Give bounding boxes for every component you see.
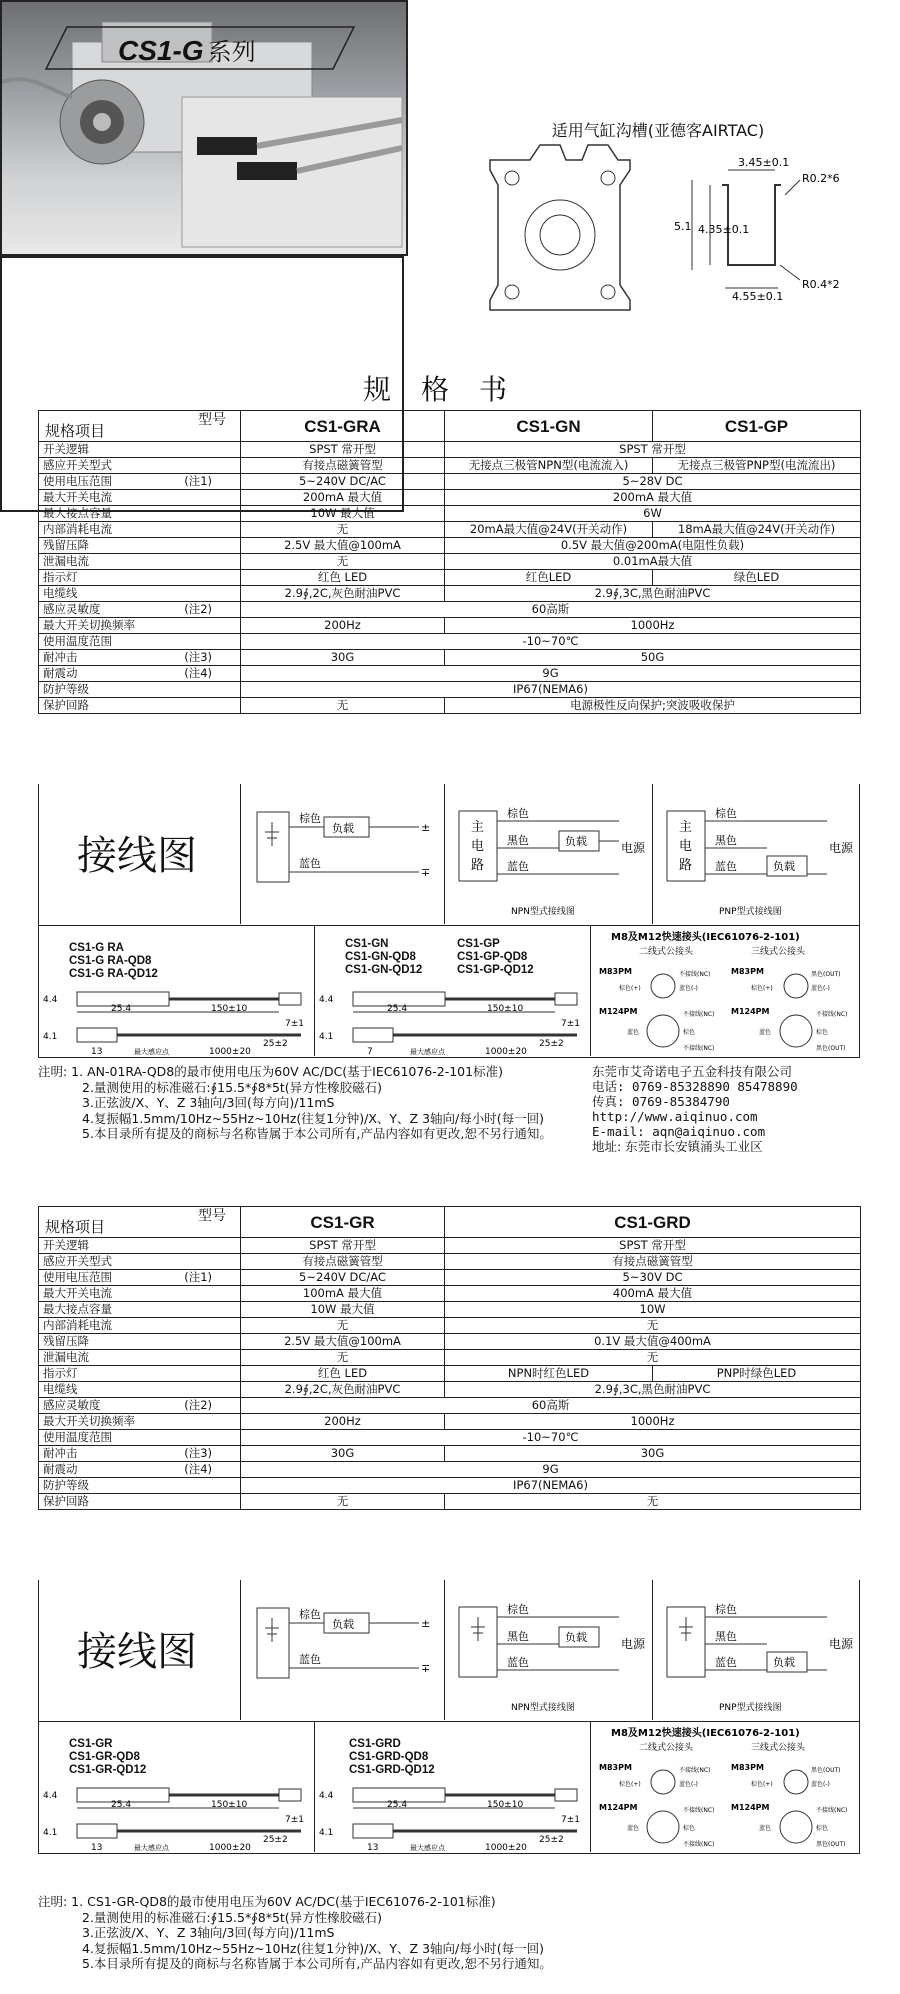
row-label: 耐震动 (注4) xyxy=(39,1462,241,1478)
notes-2: 注明: 1. CS1-GR-QD8的最市使用电压为60V AC/DC(基于IEC61076-2-101标准) 2.量测使用的标准磁石:∮15.5*∮8*5t(异方性橡胶磁石) 3.正弦波/X、Y、Z 3轴向/3回(每方向)/11mS 4.复振幅1.5mm/10Hz~55Hz~10Hz(往复1分钟)/X、Y、Z 3轴向/每小时(每一回) 5.本目录所有提及的商标与名称皆属于本公司所有,产品内容如有更改,恕不另行通知。 xyxy=(38,1894,552,1971)
table-cell: 200Hz xyxy=(241,1414,445,1430)
wiring-section-2 xyxy=(38,1580,860,1722)
svg-text:4.1: 4.1 xyxy=(319,1828,334,1838)
svg-text:棕色(+): 棕色(+) xyxy=(619,1781,641,1788)
svg-text:棕色: 棕色 xyxy=(715,1603,737,1616)
svg-text:不接线(NC): 不接线(NC) xyxy=(816,1011,848,1018)
corner-cell: 型号 规格项目 xyxy=(39,1207,241,1238)
svg-text:4.1: 4.1 xyxy=(43,1032,58,1042)
groove-drawing xyxy=(470,140,850,350)
svg-text:M83PM: M83PM xyxy=(731,967,764,976)
table-cell: 60高斯 xyxy=(241,602,861,618)
row-label: 保护回路 xyxy=(39,1494,241,1510)
svg-text:电: 电 xyxy=(471,839,485,854)
wiring-npn-diagram xyxy=(449,1592,649,1717)
table-row xyxy=(39,1382,861,1398)
svg-text:电源: 电源 xyxy=(829,841,854,855)
table-cell: 无 xyxy=(241,698,445,714)
svg-text:棕色: 棕色 xyxy=(507,1603,529,1616)
table-cell: NPN时红色LED xyxy=(445,1366,653,1382)
table-row xyxy=(39,1398,861,1414)
dimension-drawing xyxy=(315,1780,591,1852)
svg-text:最大感应点: 最大感应点 xyxy=(410,1844,445,1852)
svg-text:蓝色: 蓝色 xyxy=(507,1656,529,1669)
svg-text:蓝色: 蓝色 xyxy=(299,1653,321,1666)
table-cell: 9G xyxy=(241,1462,861,1478)
table-cell: SPST 常开型 xyxy=(445,442,861,458)
svg-text:棕色: 棕色 xyxy=(816,1825,829,1832)
table-row xyxy=(39,458,861,474)
svg-text:三线式公接头: 三线式公接头 xyxy=(751,1743,806,1753)
table-row xyxy=(39,570,861,586)
table-row xyxy=(39,1462,861,1478)
wiring-label: 接线图 xyxy=(77,1629,197,1675)
table-row xyxy=(39,1446,861,1462)
table-cell: 400mA 最大值 xyxy=(445,1286,861,1302)
dimension-drawing xyxy=(315,984,591,1056)
groove-title: 适用气缸沟槽(亚德客AIRTAC) xyxy=(551,121,765,140)
table-row xyxy=(39,554,861,570)
table-row xyxy=(39,1350,861,1366)
table-cell: 200mA 最大值 xyxy=(445,490,861,506)
svg-text:二线式公接头: 二线式公接头 xyxy=(639,947,694,957)
table-cell: 2.9∮,2C,灰色耐油PVC xyxy=(241,1382,445,1398)
svg-text:13: 13 xyxy=(91,1047,103,1056)
svg-text:4.4: 4.4 xyxy=(319,1791,334,1801)
svg-text:蓝色(-): 蓝色(-) xyxy=(811,1781,830,1788)
row-label: 残留压降 xyxy=(39,538,241,554)
model-list: CS1-GRD CS1-GRD-QD8 CS1-GRD-QD12 xyxy=(349,1738,435,1776)
row-label: 最大接点容量 xyxy=(39,1302,241,1318)
svg-text:7±1: 7±1 xyxy=(561,1815,580,1825)
model-header: CS1-GN xyxy=(445,411,653,442)
svg-text:棕色(+): 棕色(+) xyxy=(751,985,773,992)
table-row xyxy=(39,1334,861,1350)
svg-text:蓝色(-): 蓝色(-) xyxy=(679,985,698,992)
svg-text:不接线(NC): 不接线(NC) xyxy=(679,1767,711,1774)
wiring-pnp-diagram xyxy=(657,796,857,921)
row-label: 感应开关型式 xyxy=(39,458,241,474)
svg-text:25.4: 25.4 xyxy=(111,1800,132,1810)
row-label: 感应开关型式 xyxy=(39,1254,241,1270)
svg-text:4.4: 4.4 xyxy=(43,1791,58,1801)
table-cell: 无接点三极管NPN型(电流流入) xyxy=(445,458,653,474)
table-cell: PNP时绿色LED xyxy=(653,1366,861,1382)
svg-text:M8及M12快速接头(IEC61076-2-101): M8及M12快速接头(IEC61076-2-101) xyxy=(611,1728,800,1739)
table-row xyxy=(39,506,861,522)
svg-text:电: 电 xyxy=(679,839,693,854)
dimension-drawing xyxy=(39,984,315,1056)
svg-text:M83PM: M83PM xyxy=(599,967,632,976)
svg-text:棕色: 棕色 xyxy=(507,807,529,820)
connector-pinout xyxy=(591,1722,861,1852)
svg-text:电源: 电源 xyxy=(829,1637,854,1651)
table-cell: 有接点磁簧管型 xyxy=(445,1254,861,1270)
svg-text:黑色: 黑色 xyxy=(507,834,529,847)
svg-text:7±1: 7±1 xyxy=(561,1019,580,1029)
svg-text:不接线(NC): 不接线(NC) xyxy=(679,971,711,978)
row-label: 指示灯 xyxy=(39,1366,241,1382)
svg-text:蓝色(-): 蓝色(-) xyxy=(811,985,830,992)
dimension-drawing xyxy=(39,1780,315,1852)
table-cell: 有接点磁簧管型 xyxy=(241,1254,445,1270)
table-cell: SPST 常开型 xyxy=(241,1238,445,1254)
table-row xyxy=(39,538,861,554)
table-row xyxy=(39,1238,861,1254)
svg-text:13: 13 xyxy=(367,1843,379,1852)
svg-text:M83PM: M83PM xyxy=(731,1763,764,1772)
svg-text:黑色(OUT): 黑色(OUT) xyxy=(811,971,841,978)
svg-text:∓: ∓ xyxy=(421,1662,431,1675)
svg-text:4.4: 4.4 xyxy=(43,995,58,1005)
table-row xyxy=(39,1302,861,1318)
table-cell: 红色 LED xyxy=(241,1366,445,1382)
table-cell: 无 xyxy=(241,554,445,570)
dimension-section-2 xyxy=(38,1722,860,1854)
svg-text:不接线(NC): 不接线(NC) xyxy=(683,1045,715,1052)
svg-text:25.4: 25.4 xyxy=(387,1004,408,1014)
row-label: 指示灯 xyxy=(39,570,241,586)
table-cell: 30G xyxy=(241,1446,445,1462)
table-cell: 10W 最大值 xyxy=(241,1302,445,1318)
model-list: CS1-GR CS1-GR-QD8 CS1-GR-QD12 xyxy=(69,1738,147,1776)
row-label: 最大开关切换频率 xyxy=(39,1414,241,1430)
table-cell: IP67(NEMA6) xyxy=(241,682,861,698)
table-cell: 有接点磁簧管型 xyxy=(241,458,445,474)
table-cell: SPST 常开型 xyxy=(445,1238,861,1254)
row-label: 使用温度范围 xyxy=(39,634,241,650)
wiring-reed-diagram xyxy=(249,1598,439,1698)
svg-text:不接线(NC): 不接线(NC) xyxy=(683,1807,715,1814)
svg-text:黑色: 黑色 xyxy=(715,1630,737,1643)
svg-text:25±2: 25±2 xyxy=(539,1835,564,1845)
row-label: 防护等级 xyxy=(39,682,241,698)
table-cell: 绿色LED xyxy=(653,570,861,586)
svg-text:1000±20: 1000±20 xyxy=(209,1843,251,1852)
row-label: 电缆线 xyxy=(39,586,241,602)
svg-text:不接线(NC): 不接线(NC) xyxy=(683,1841,715,1848)
spec-table-1 xyxy=(38,410,861,714)
model-header: CS1-GR xyxy=(241,1207,445,1238)
svg-text:三线式公接头: 三线式公接头 xyxy=(751,947,806,957)
svg-text:棕色: 棕色 xyxy=(683,1825,696,1832)
svg-text:25.4: 25.4 xyxy=(111,1004,132,1014)
table-row xyxy=(39,1254,861,1270)
svg-text:蓝色: 蓝色 xyxy=(507,860,529,873)
row-label: 感应灵敏度 (注2) xyxy=(39,1398,241,1414)
table-cell: 10W 最大值 xyxy=(241,506,445,522)
table-cell: IP67(NEMA6) xyxy=(241,1478,861,1494)
svg-text:150±10: 150±10 xyxy=(487,1800,524,1810)
table-cell: 无 xyxy=(445,1494,861,1510)
row-label: 内部消耗电流 xyxy=(39,522,241,538)
table-row xyxy=(39,586,861,602)
svg-text:NPN型式接线图: NPN型式接线图 xyxy=(511,1703,575,1713)
wiring-label: 接线图 xyxy=(77,833,197,879)
svg-text:1000±20: 1000±20 xyxy=(485,1843,527,1852)
notes-1: 注明: 1. AN-01RA-QD8的最市使用电压为60V AC/DC(基于IEC61076-2-101标准) 2.量测使用的标准磁石:∮15.5*∮8*5t(异方性橡胶磁石) 3.正弦波/X、Y、Z 3轴向/3回(每方向)/11mS 4.复振幅1.5mm/10Hz~55Hz~10Hz(往复1分钟)/X、Y、Z 3轴向/每小时(每一回) 5.本目录所有提及的商标与名称皆属于本公司所有,产品内容如有更改,恕不另行通知。 xyxy=(38,1064,552,1141)
wiring-section-1 xyxy=(38,784,860,926)
svg-text:二线式公接头: 二线式公接头 xyxy=(639,1743,694,1753)
svg-text:黑色: 黑色 xyxy=(715,834,737,847)
row-label: 使用电压范围 (注1) xyxy=(39,1270,241,1286)
row-label: 内部消耗电流 xyxy=(39,1318,241,1334)
dim-r04: R0.4*2 xyxy=(802,278,840,291)
svg-text:黑色(OUT): 黑色(OUT) xyxy=(816,1841,846,1848)
svg-text:主: 主 xyxy=(471,820,485,835)
table-cell: 60高斯 xyxy=(241,1398,861,1414)
svg-text:蓝色: 蓝色 xyxy=(759,1825,772,1832)
table-cell: 50G xyxy=(445,650,861,666)
svg-text:1000±20: 1000±20 xyxy=(485,1047,527,1056)
table-cell: 5~240V DC/AC xyxy=(241,474,445,490)
model-list: CS1-GN CS1-GN-QD8 CS1-GN-QD12 xyxy=(345,938,423,976)
svg-text:最大感应点: 最大感应点 xyxy=(410,1048,445,1056)
table-cell: 9G xyxy=(241,666,861,682)
table-row xyxy=(39,602,861,618)
table-row xyxy=(39,1318,861,1334)
table-cell: 5~28V DC xyxy=(445,474,861,490)
row-label: 电缆线 xyxy=(39,1382,241,1398)
company-contact: 东莞市艾奇诺电子五金科技有限公司 电话: 0769-85328890 85478890 传真: 0769-85384790 http://www.aiqinuo.com E-mail: aqn@aiqinuo.com 地址: 东莞市长安镇涌头工业区 xyxy=(592,1064,798,1154)
svg-text:棕色: 棕色 xyxy=(715,807,737,820)
svg-text:±: ± xyxy=(421,1617,431,1630)
svg-text:路: 路 xyxy=(679,858,693,873)
svg-text:150±10: 150±10 xyxy=(487,1004,524,1014)
table-row xyxy=(39,666,861,682)
svg-text:蓝色: 蓝色 xyxy=(759,1029,772,1036)
row-label: 防护等级 xyxy=(39,1478,241,1494)
row-label: 感应灵敏度 (注2) xyxy=(39,602,241,618)
connector-pinout xyxy=(591,926,861,1056)
spec-table-2 xyxy=(38,1206,861,1510)
table-cell: 无 xyxy=(241,522,445,538)
table-cell: 100mA 最大值 xyxy=(241,1286,445,1302)
svg-text:棕色: 棕色 xyxy=(299,1608,321,1621)
svg-text:PNP型式接线图: PNP型式接线图 xyxy=(719,907,782,917)
svg-text:蓝色: 蓝色 xyxy=(299,857,321,870)
svg-text:蓝色(-): 蓝色(-) xyxy=(679,1781,698,1788)
table-cell: 0.5V 最大值@200mA(电阻性负载) xyxy=(445,538,861,554)
row-label: 耐冲击 (注3) xyxy=(39,1446,241,1462)
svg-text:负载: 负载 xyxy=(332,1618,354,1631)
svg-text:M8及M12快速接头(IEC61076-2-101): M8及M12快速接头(IEC61076-2-101) xyxy=(611,932,800,943)
svg-text:150±10: 150±10 xyxy=(211,1800,248,1810)
svg-text:蓝色: 蓝色 xyxy=(715,1656,737,1669)
svg-text:1000±20: 1000±20 xyxy=(209,1047,251,1056)
dimension-section-1 xyxy=(38,926,860,1058)
table-row xyxy=(39,1494,861,1510)
row-label: 最大接点容量 xyxy=(39,506,241,522)
svg-text:25±2: 25±2 xyxy=(263,1039,288,1049)
svg-text:7: 7 xyxy=(367,1047,373,1056)
svg-text:7±1: 7±1 xyxy=(285,1815,304,1825)
svg-text:棕色: 棕色 xyxy=(299,812,321,825)
table-cell: 无 xyxy=(241,1350,445,1366)
table-row xyxy=(39,1430,861,1446)
table-cell: 红色 LED xyxy=(241,570,445,586)
svg-text:M124PM: M124PM xyxy=(731,1007,770,1016)
table-cell: 红色LED xyxy=(445,570,653,586)
row-label: 开关逻辑 xyxy=(39,442,241,458)
table-cell: -10~70℃ xyxy=(241,1430,861,1446)
model-header: CS1-GRD xyxy=(445,1207,861,1238)
table-row xyxy=(39,1286,861,1302)
corner-cell: 型号 规格项目 xyxy=(39,411,241,442)
table-cell: 18mA最大值@24V(开关动作) xyxy=(653,522,861,538)
row-label: 耐冲击 (注3) xyxy=(39,650,241,666)
svg-text:负载: 负载 xyxy=(773,860,795,873)
table-row xyxy=(39,474,861,490)
dim-51: 5.1 xyxy=(674,220,692,233)
table-cell: 2.5V 最大值@100mA xyxy=(241,1334,445,1350)
table-cell: 6W xyxy=(445,506,861,522)
table-cell: 200Hz xyxy=(241,618,445,634)
svg-text:负载: 负载 xyxy=(565,835,587,848)
svg-text:4.1: 4.1 xyxy=(319,1032,334,1042)
model-list: CS1-GP CS1-GP-QD8 CS1-GP-QD12 xyxy=(457,938,534,976)
table-row xyxy=(39,442,861,458)
table-cell: 无 xyxy=(241,1318,445,1334)
svg-text:负载: 负载 xyxy=(332,822,354,835)
table-cell: 10W xyxy=(445,1302,861,1318)
table-cell: 无 xyxy=(241,1494,445,1510)
svg-text:黑色(OUT): 黑色(OUT) xyxy=(811,1767,841,1774)
dim-345: 3.45±0.1 xyxy=(738,156,790,169)
svg-text:路: 路 xyxy=(471,858,485,873)
svg-text:蓝色: 蓝色 xyxy=(627,1029,640,1036)
svg-text:∓: ∓ xyxy=(421,866,431,879)
table-cell: 2.9∮,3C,黑色耐油PVC xyxy=(445,1382,861,1398)
svg-text:黑色(OUT): 黑色(OUT) xyxy=(816,1045,846,1052)
row-label: 最大开关电流 xyxy=(39,1286,241,1302)
svg-text:电源: 电源 xyxy=(621,841,646,855)
table-cell: 2.9∮,2C,灰色耐油PVC xyxy=(241,586,445,602)
table-row xyxy=(39,1366,861,1382)
svg-text:不接线(NC): 不接线(NC) xyxy=(816,1807,848,1814)
svg-text:棕色(+): 棕色(+) xyxy=(751,1781,773,1788)
table-cell: 20mA最大值@24V(开关动作) xyxy=(445,522,653,538)
svg-text:蓝色: 蓝色 xyxy=(715,860,737,873)
model-list: CS1-G RA CS1-G RA-QD8 CS1-G RA-QD12 xyxy=(69,942,158,980)
dim-455: 4.55±0.1 xyxy=(732,290,784,303)
dim-r02: R0.2*6 xyxy=(802,172,840,185)
table-cell: 2.5V 最大值@100mA xyxy=(241,538,445,554)
svg-text:最大感应点: 最大感应点 xyxy=(134,1844,169,1852)
wiring-reed-diagram xyxy=(249,802,439,902)
svg-text:25±2: 25±2 xyxy=(539,1039,564,1049)
table-cell: 5~30V DC xyxy=(445,1270,861,1286)
table-cell: 无接点三极管PNP型(电流流出) xyxy=(653,458,861,474)
svg-text:最大感应点: 最大感应点 xyxy=(134,1048,169,1056)
page-title: CS1-G 系列 xyxy=(118,35,256,66)
svg-text:棕色: 棕色 xyxy=(683,1029,696,1036)
spec-heading: 规格书 xyxy=(362,373,537,406)
svg-text:4.1: 4.1 xyxy=(43,1828,58,1838)
svg-text:M124PM: M124PM xyxy=(599,1007,638,1016)
svg-text:棕色(+): 棕色(+) xyxy=(619,985,641,992)
svg-text:150±10: 150±10 xyxy=(211,1004,248,1014)
table-cell: -10~70℃ xyxy=(241,634,861,650)
table-cell: 200mA 最大值 xyxy=(241,490,445,506)
table-row xyxy=(39,1270,861,1286)
svg-text:4.4: 4.4 xyxy=(319,995,334,1005)
table-cell: 0.1V 最大值@400mA xyxy=(445,1334,861,1350)
svg-text:25.4: 25.4 xyxy=(387,1800,408,1810)
svg-text:7±1: 7±1 xyxy=(285,1019,304,1029)
svg-text:M124PM: M124PM xyxy=(731,1803,770,1812)
table-row xyxy=(39,634,861,650)
wiring-pnp-diagram xyxy=(657,1592,857,1717)
row-label: 最大开关电流 xyxy=(39,490,241,506)
row-label: 开关逻辑 xyxy=(39,1238,241,1254)
table-cell: 1000Hz xyxy=(445,1414,861,1430)
row-label: 保护回路 xyxy=(39,698,241,714)
table-row xyxy=(39,1414,861,1430)
svg-text:黑色: 黑色 xyxy=(507,1630,529,1643)
svg-text:13: 13 xyxy=(91,1843,103,1852)
table-row xyxy=(39,490,861,506)
svg-text:棕色: 棕色 xyxy=(816,1029,829,1036)
table-cell: 2.9∮,3C,黑色耐油PVC xyxy=(445,586,861,602)
row-label: 耐震动 (注4) xyxy=(39,666,241,682)
svg-text:±: ± xyxy=(421,821,431,834)
svg-text:电源: 电源 xyxy=(621,1637,646,1651)
table-row xyxy=(39,522,861,538)
svg-text:M124PM: M124PM xyxy=(599,1803,638,1812)
wiring-npn-diagram xyxy=(449,796,649,921)
row-label: 残留压降 xyxy=(39,1334,241,1350)
table-cell: 30G xyxy=(241,650,445,666)
table-cell: 1000Hz xyxy=(445,618,861,634)
table-cell: 0.01mA最大值 xyxy=(445,554,861,570)
model-header: CS1-GP xyxy=(653,411,861,442)
row-label: 使用电压范围 (注1) xyxy=(39,474,241,490)
svg-text:25±2: 25±2 xyxy=(263,1835,288,1845)
table-row xyxy=(39,682,861,698)
svg-text:主: 主 xyxy=(679,820,693,835)
table-cell: 5~240V DC/AC xyxy=(241,1270,445,1286)
svg-text:不接线(NC): 不接线(NC) xyxy=(683,1011,715,1018)
table-cell: 无 xyxy=(445,1350,861,1366)
row-label: 最大开关切换频率 xyxy=(39,618,241,634)
row-label: 使用温度范围 xyxy=(39,1430,241,1446)
row-label: 泄漏电流 xyxy=(39,554,241,570)
model-header: CS1-GRA xyxy=(241,411,445,442)
svg-text:蓝色: 蓝色 xyxy=(627,1825,640,1832)
table-row xyxy=(39,1478,861,1494)
dim-435: 4.35±0.1 xyxy=(698,223,750,236)
table-cell: 30G xyxy=(445,1446,861,1462)
table-row xyxy=(39,650,861,666)
table-cell: 电源极性反向保护;突波吸收保护 xyxy=(445,698,861,714)
svg-text:M83PM: M83PM xyxy=(599,1763,632,1772)
svg-text:NPN型式接线图: NPN型式接线图 xyxy=(511,907,575,917)
table-cell: 无 xyxy=(445,1318,861,1334)
svg-text:PNP型式接线图: PNP型式接线图 xyxy=(719,1703,782,1713)
row-label: 泄漏电流 xyxy=(39,1350,241,1366)
table-row xyxy=(39,698,861,714)
table-row xyxy=(39,618,861,634)
svg-text:负载: 负载 xyxy=(773,1656,795,1669)
svg-text:负载: 负载 xyxy=(565,1631,587,1644)
table-cell: SPST 常开型 xyxy=(241,442,445,458)
